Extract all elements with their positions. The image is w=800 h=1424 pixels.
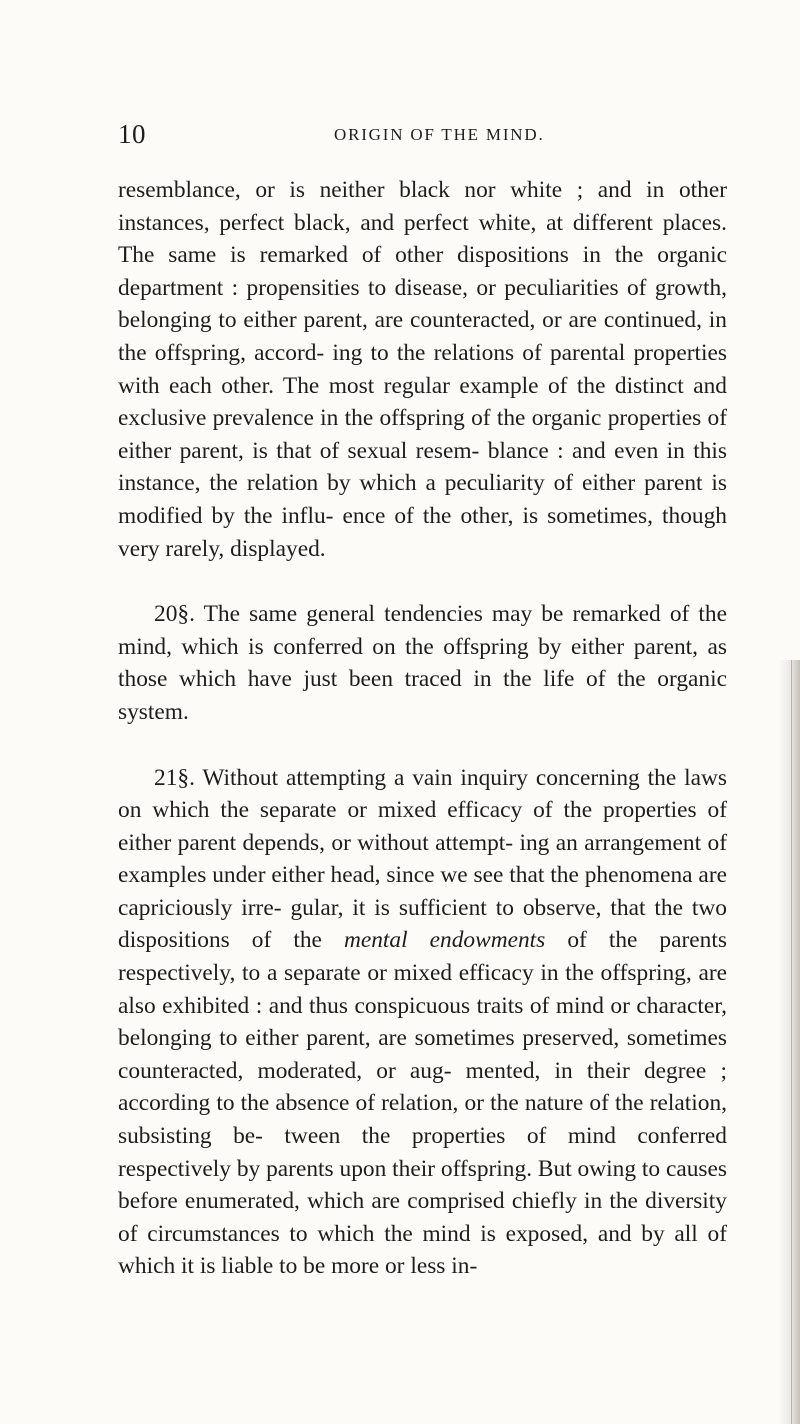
page-edge-shadow: [778, 660, 800, 1424]
running-head: [118, 119, 726, 149]
paragraph-section-21: [118, 762, 727, 1284]
paragraph-text: of the parents respectively, to a separate or mixed efficacy in the offspring, are also exhibited : and thus conspicuous traits of mind or character, belonging to either parent, are sometimes preserved, sometimes counteracted, moderated, or aug- mented, in their degree ; according to the absence of relation, or the nature of the relation, subsisting be- tween the properties of mind conferred respectively by parents upon their offspring. But owing to causes before enumerated, which are comprised chiefly in the diversity of circumstances to which the mind is exposed, and by all of which it is liable to be more or less in-: [118, 927, 727, 1280]
page-edge-line: [791, 660, 792, 1424]
section-marker-20: 20§.: [154, 601, 195, 628]
running-title: ORIGIN OF THE MIND.: [334, 125, 545, 144]
paragraph-section-20: [118, 598, 727, 728]
page-number: 10: [118, 119, 146, 149]
body-text: [118, 174, 727, 1283]
italic-phrase: mental endowments: [343, 927, 546, 954]
paragraph-text: The same general tendencies may be remarked of the mind, which is conferred on the offspring by either parent, as those which have just been traced in the life of the organic system.: [118, 601, 727, 725]
section-marker-21: 21§.: [154, 764, 195, 791]
paragraph-text: Without attempting a vain inquiry concerning the laws on which the separate or mixed efficacy of the properties of either parent depends, or without attempt- ing an arrangement of examples under either head, since we see that the phenomena are capriciously irre- gular, it is sufficient to observe, that the two dispositions of the: [118, 764, 727, 954]
paragraph-continuation: resemblance, or is neither black nor white ; and in other instances, perfect black, and perfect white, at different places. The same is remarked of other dispositions in the organic department : propensities to disease, or peculiarities of growth, belonging to either parent, are counteracted, or are continued, in the offspring, accord- ing to the relations of parental properties with each other. The most regular example of the distinct and exclusive prevalence in the offspring of the organic properties of either parent, is that of sexual resem- blance : and even in this instance, the relation by which a peculiarity of either parent is modified by the influ- ence of the other, is sometimes, though very rarely, displayed.: [118, 177, 727, 562]
